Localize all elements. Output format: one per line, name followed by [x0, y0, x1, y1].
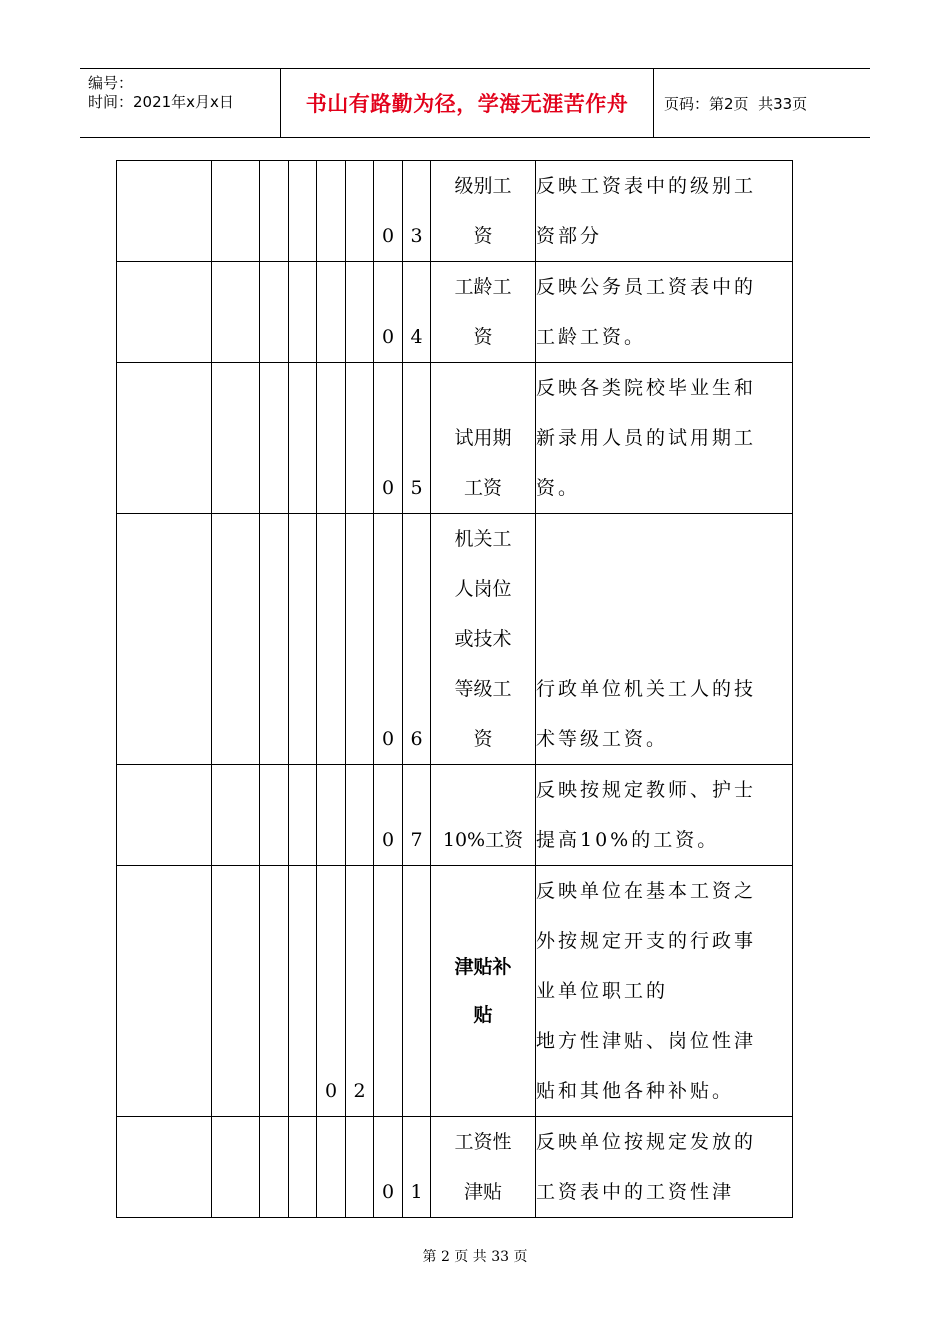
blank-cell: [212, 363, 260, 514]
item-name-line: 资: [473, 326, 493, 348]
item-description-cell: [536, 363, 793, 514]
item-name-cell: [431, 363, 536, 514]
item-description-line: 反映单位按规定发放的: [536, 1131, 757, 1153]
item-description-cell: [536, 161, 793, 262]
blank-cell: [117, 363, 212, 514]
code-digit-cell: [346, 514, 374, 765]
item-description-line: 行政单位机关工人的技: [536, 678, 757, 700]
item-name-line: 试用期: [454, 427, 512, 449]
item-description-line: 新录用人员的试用期工: [536, 427, 757, 449]
code-digit-cell: 5: [403, 363, 431, 514]
item-name-line: 或技术: [454, 628, 512, 650]
item-description-cell: [536, 514, 793, 765]
header-motto: [281, 69, 654, 137]
code-digit-cell: 2: [346, 866, 374, 1117]
blank-cell: [117, 262, 212, 363]
blank-cell: [260, 866, 289, 1117]
code-digit-cell: 6: [403, 514, 431, 765]
page-header: [80, 68, 870, 138]
blank-cell: [289, 1117, 317, 1218]
blank-cell: [289, 262, 317, 363]
item-name-cell: [431, 514, 536, 765]
item-description-line: 业单位职工的: [536, 980, 669, 1002]
code-digit-cell: [346, 1117, 374, 1218]
item-description-cell: [536, 866, 793, 1117]
item-name-line: 工龄工: [454, 276, 512, 298]
item-description-line: 贴和其他各种补贴。: [536, 1080, 735, 1102]
blank-cell: [212, 1117, 260, 1218]
blank-cell: [117, 514, 212, 765]
item-name-cell: [431, 262, 536, 363]
item-name-line: 等级工: [454, 678, 512, 700]
code-digit-cell: 3: [403, 161, 431, 262]
item-description-line: 反映按规定教师、护士: [536, 779, 757, 801]
item-description-line: 工资表中的工资性津: [536, 1181, 735, 1203]
table-row: [117, 262, 793, 363]
blank-cell: [117, 161, 212, 262]
code-digit-cell: 0: [374, 363, 403, 514]
item-name-line: 工资: [463, 477, 502, 499]
blank-cell: [289, 161, 317, 262]
blank-cell: [117, 1117, 212, 1218]
blank-cell: [260, 363, 289, 514]
item-name-line: 人岗位: [454, 578, 512, 600]
blank-cell: [212, 765, 260, 866]
code-digit-cell: [346, 363, 374, 514]
item-description-line: 反映单位在基本工资之: [536, 880, 757, 902]
blank-cell: [212, 262, 260, 363]
item-description-cell: [536, 262, 793, 363]
code-digit-cell: [374, 866, 403, 1117]
code-digit-cell: 1: [403, 1117, 431, 1218]
blank-cell: [289, 363, 317, 514]
code-digit-cell: 0: [374, 514, 403, 765]
page-info-text: 页码：第2页 共33页: [664, 94, 808, 113]
item-name-line: 机关工: [454, 528, 512, 550]
code-digit-cell: [317, 1117, 346, 1218]
item-description-line: 地方性津贴、岗位性津: [536, 1030, 757, 1052]
item-name-cell: [431, 161, 536, 262]
item-name-line: 津贴: [463, 1181, 502, 1203]
header-meta: [80, 69, 281, 137]
page-footer: 第 2 页 共 33 页: [422, 1249, 528, 1265]
item-description-line: 工龄工资。: [536, 326, 647, 348]
code-digit-cell: 7: [403, 765, 431, 866]
table-row: [117, 363, 793, 514]
code-digit-cell: 0: [374, 262, 403, 363]
blank-cell: [117, 765, 212, 866]
blank-cell: [212, 161, 260, 262]
code-digit-cell: 0: [374, 161, 403, 262]
blank-cell: [260, 514, 289, 765]
blank-cell: [289, 866, 317, 1117]
account-table: [116, 160, 793, 1218]
code-digit-cell: 0: [374, 1117, 403, 1218]
blank-cell: [212, 514, 260, 765]
item-name-cell: [431, 1117, 536, 1218]
motto-text: 书山有路勤为径，学海无涯苦作舟: [305, 92, 629, 116]
item-name-cell: [431, 765, 536, 866]
blank-cell: [289, 765, 317, 866]
code-digit-cell: 0: [317, 866, 346, 1117]
code-digit-cell: [403, 866, 431, 1117]
item-description-line: 资部分: [536, 225, 603, 247]
code-digit-cell: [346, 262, 374, 363]
item-description-line: 反映各类院校毕业生和: [536, 377, 757, 399]
item-name-line: 工资性: [454, 1131, 512, 1153]
item-name-line: 级别工: [454, 175, 512, 197]
blank-cell: [117, 866, 212, 1117]
item-description-line: 提高10%的工资。: [536, 829, 720, 851]
blank-cell: [289, 514, 317, 765]
code-digit-cell: [317, 262, 346, 363]
item-name-line: 资: [473, 225, 493, 247]
time-label: 时间：2021年x月x日: [88, 93, 234, 111]
blank-cell: [212, 866, 260, 1117]
table-row: [117, 765, 793, 866]
number-label: 编号：: [88, 74, 134, 92]
item-name-line: 津贴补: [454, 956, 512, 978]
blank-cell: [260, 1117, 289, 1218]
blank-cell: [260, 765, 289, 866]
item-description-line: 反映工资表中的级别工: [536, 175, 757, 197]
code-digit-cell: [346, 161, 374, 262]
table-row: [117, 866, 793, 1117]
table-row: [117, 514, 793, 765]
item-description-cell: [536, 765, 793, 866]
header-page-info: [654, 69, 870, 137]
item-description-line: 外按规定开支的行政事: [536, 930, 757, 952]
table-row: [117, 1117, 793, 1218]
item-description-line: 反映公务员工资表中的: [536, 276, 757, 298]
code-digit-cell: [317, 514, 346, 765]
code-digit-cell: 0: [374, 765, 403, 866]
code-digit-cell: [317, 765, 346, 866]
item-description-line: 资。: [536, 477, 581, 499]
item-name-line: 资: [473, 728, 493, 750]
item-name-line: 10%工资: [442, 829, 524, 851]
blank-cell: [260, 262, 289, 363]
item-name-line: 贴: [473, 1004, 493, 1026]
table-row: [117, 161, 793, 262]
code-digit-cell: [346, 765, 374, 866]
code-digit-cell: 4: [403, 262, 431, 363]
item-description-cell: [536, 1117, 793, 1218]
item-name-cell: [431, 866, 536, 1117]
blank-cell: [260, 161, 289, 262]
code-digit-cell: [317, 363, 346, 514]
item-description-line: 术等级工资。: [536, 728, 669, 750]
code-digit-cell: [317, 161, 346, 262]
